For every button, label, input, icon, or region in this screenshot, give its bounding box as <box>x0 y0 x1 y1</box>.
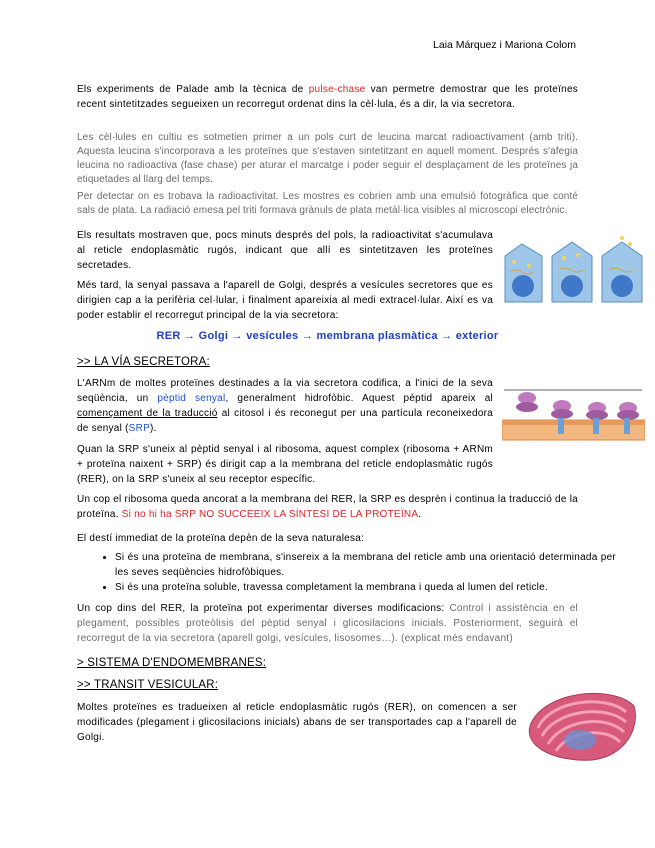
ribosome-1 <box>516 392 538 412</box>
pulse-description: Les cèl·lules en cultiu es sotmetien primer a un pols curt de leucina marcat radioactivament (amb triti). Aquesta leucina s'incorporava a les proteïnes que s'estaven sintetitzant en aquell moment. Després s'afegia leucina no radioactiva (fase chase) per aturar el marcatge i poder seguir el desplaçament de les proteïnes ja etiquetades al llarg del temps. <box>77 132 578 185</box>
ribosome-4 <box>617 402 639 420</box>
anchoring-paragraph <box>77 492 578 522</box>
modifications-detail: Control i assistència en el plegament, possibles proteòlisis del pèptid senyal i glicosilacions inicials. Posteriorment, seguirà el recorregut de la via secretora (aparell golgi, vesícules, lisosomes…). (explicat més endavant) <box>77 603 578 644</box>
section-heading-endomembranes: > SISTEMA D'ENDOMEMBRANES: <box>77 657 267 669</box>
golgi-figure <box>522 676 644 764</box>
intro-paragraph <box>77 82 578 112</box>
text: Un cop el ribosoma queda ancorat a la membrana del RER, la SRP es desprèn i continua la traducció de la proteïna. <box>77 494 578 520</box>
list-item: • Si és una proteïna soluble, travessa completament la membrana i queda al lumen del reticle. <box>115 580 616 595</box>
autoradiography-figure <box>502 228 644 308</box>
text: al citosol i és reconegut per una partícula reconeixedora de senyal ( <box>77 408 493 434</box>
srp-ribosome-figure <box>502 380 645 442</box>
destiny-intro: El destí immediat de la proteïna depèn de la seva naturalesa: <box>77 533 365 544</box>
translation-start-term: començament de la traducció <box>77 408 218 419</box>
ribosome-3 <box>586 402 608 420</box>
ribosome-2 <box>551 400 573 419</box>
author-name: Laia Márquez i Mariona Colom <box>433 39 576 51</box>
detection-description: Per detectar on es trobava la radioactivitat. Les mostres es cobrien amb una emulsió fotogràfica que conté sals de plata. La radiació emesa pel triti formava grànuls de plata metàl·lica visibles al microscopi electrònic. <box>77 191 578 216</box>
section-heading-via-secretora: >> LA VÍA SECRETORA: <box>77 356 210 368</box>
cell-1 <box>505 244 542 302</box>
nucleus <box>564 730 596 750</box>
text: van permetre demostrar que les proteïnes recent sintetitzades segueixen un recorregut ordenat dins la cèl·lula, és a dir, la via secretora. <box>77 84 579 110</box>
srp-warning: Si no hi ha SRP NO SUCCEEIX LA SÍNTESI DE LA PROTEÏNA <box>121 509 419 520</box>
modifications-paragraph <box>77 601 578 646</box>
text: Un cop dins del RER, la proteïna pot experimentar diverses modificacions: <box>77 603 450 614</box>
text: Els experiments de Palade amb la tècnica de <box>77 84 309 95</box>
section-heading-transit-vesicular: >> TRANSIT VESICULAR: <box>77 679 219 691</box>
srp-ribosome-paragraph: Quan la SRP s'uneix al pèptid senyal i al ribosoma, aquest complex (ribosoma + ARNm + proteïna naixent + SRP) és dirigit cap a la membrana del reticle endoplasmàtic rugós (RER), on la SRP s'uneix al seu receptor específic. <box>77 444 493 485</box>
signal-peptide-term: pèptid senyal <box>157 393 226 404</box>
results-paragraph: Els resultats mostraven que, pocs minuts després del pols, la radioactivitat s'acumulava al reticle endoplasmàtic rugós, indicant que allí es sintetitzaven les proteïnes secretades. <box>77 230 493 271</box>
pulse-chase-highlight: pulse-chase <box>308 84 366 95</box>
golgi-paragraph: Més tard, la senyal passava a l'aparell de Golgi, després a vesícules secretores que es dirigien cap a la perifèria cel·lular, i finalment apareixia al medi extracel·lular. Així es va poder establir el recorregut principal de la via secretora: <box>77 280 493 321</box>
cell-3 <box>602 236 642 302</box>
destiny-list <box>77 550 616 595</box>
signal-peptide-paragraph <box>77 376 493 436</box>
transit-paragraph: Moltes proteïnes es tradueixen al reticle endoplasmàtic rugós (RER), on comencen a ser modificades (plegament i glicosilacions inicials) abans de ser transportades cap a l'aparell de Golgi. <box>77 702 517 743</box>
er-cisternae <box>529 693 635 760</box>
text: . <box>418 509 422 520</box>
text: L'ARNm de moltes proteïnes destinades a la via secretora codifica, a l'inici de la seva seqüència, un <box>77 378 493 404</box>
srp-term: SRP <box>128 423 150 434</box>
text: , generalment hidrofòbic. Aquest pèptid apareix al <box>225 393 493 404</box>
list-item: • Si és una proteïna de membrana, s'insereix a la membrana del reticle amb una orientació determinada per les seves seqüències hidrofòbiques. <box>115 550 616 580</box>
secretory-flow: RER → Golgi → vesícules → membrana plasmàtica → exterior <box>156 330 499 342</box>
text: ). <box>149 423 157 434</box>
cell-2 <box>552 242 592 302</box>
